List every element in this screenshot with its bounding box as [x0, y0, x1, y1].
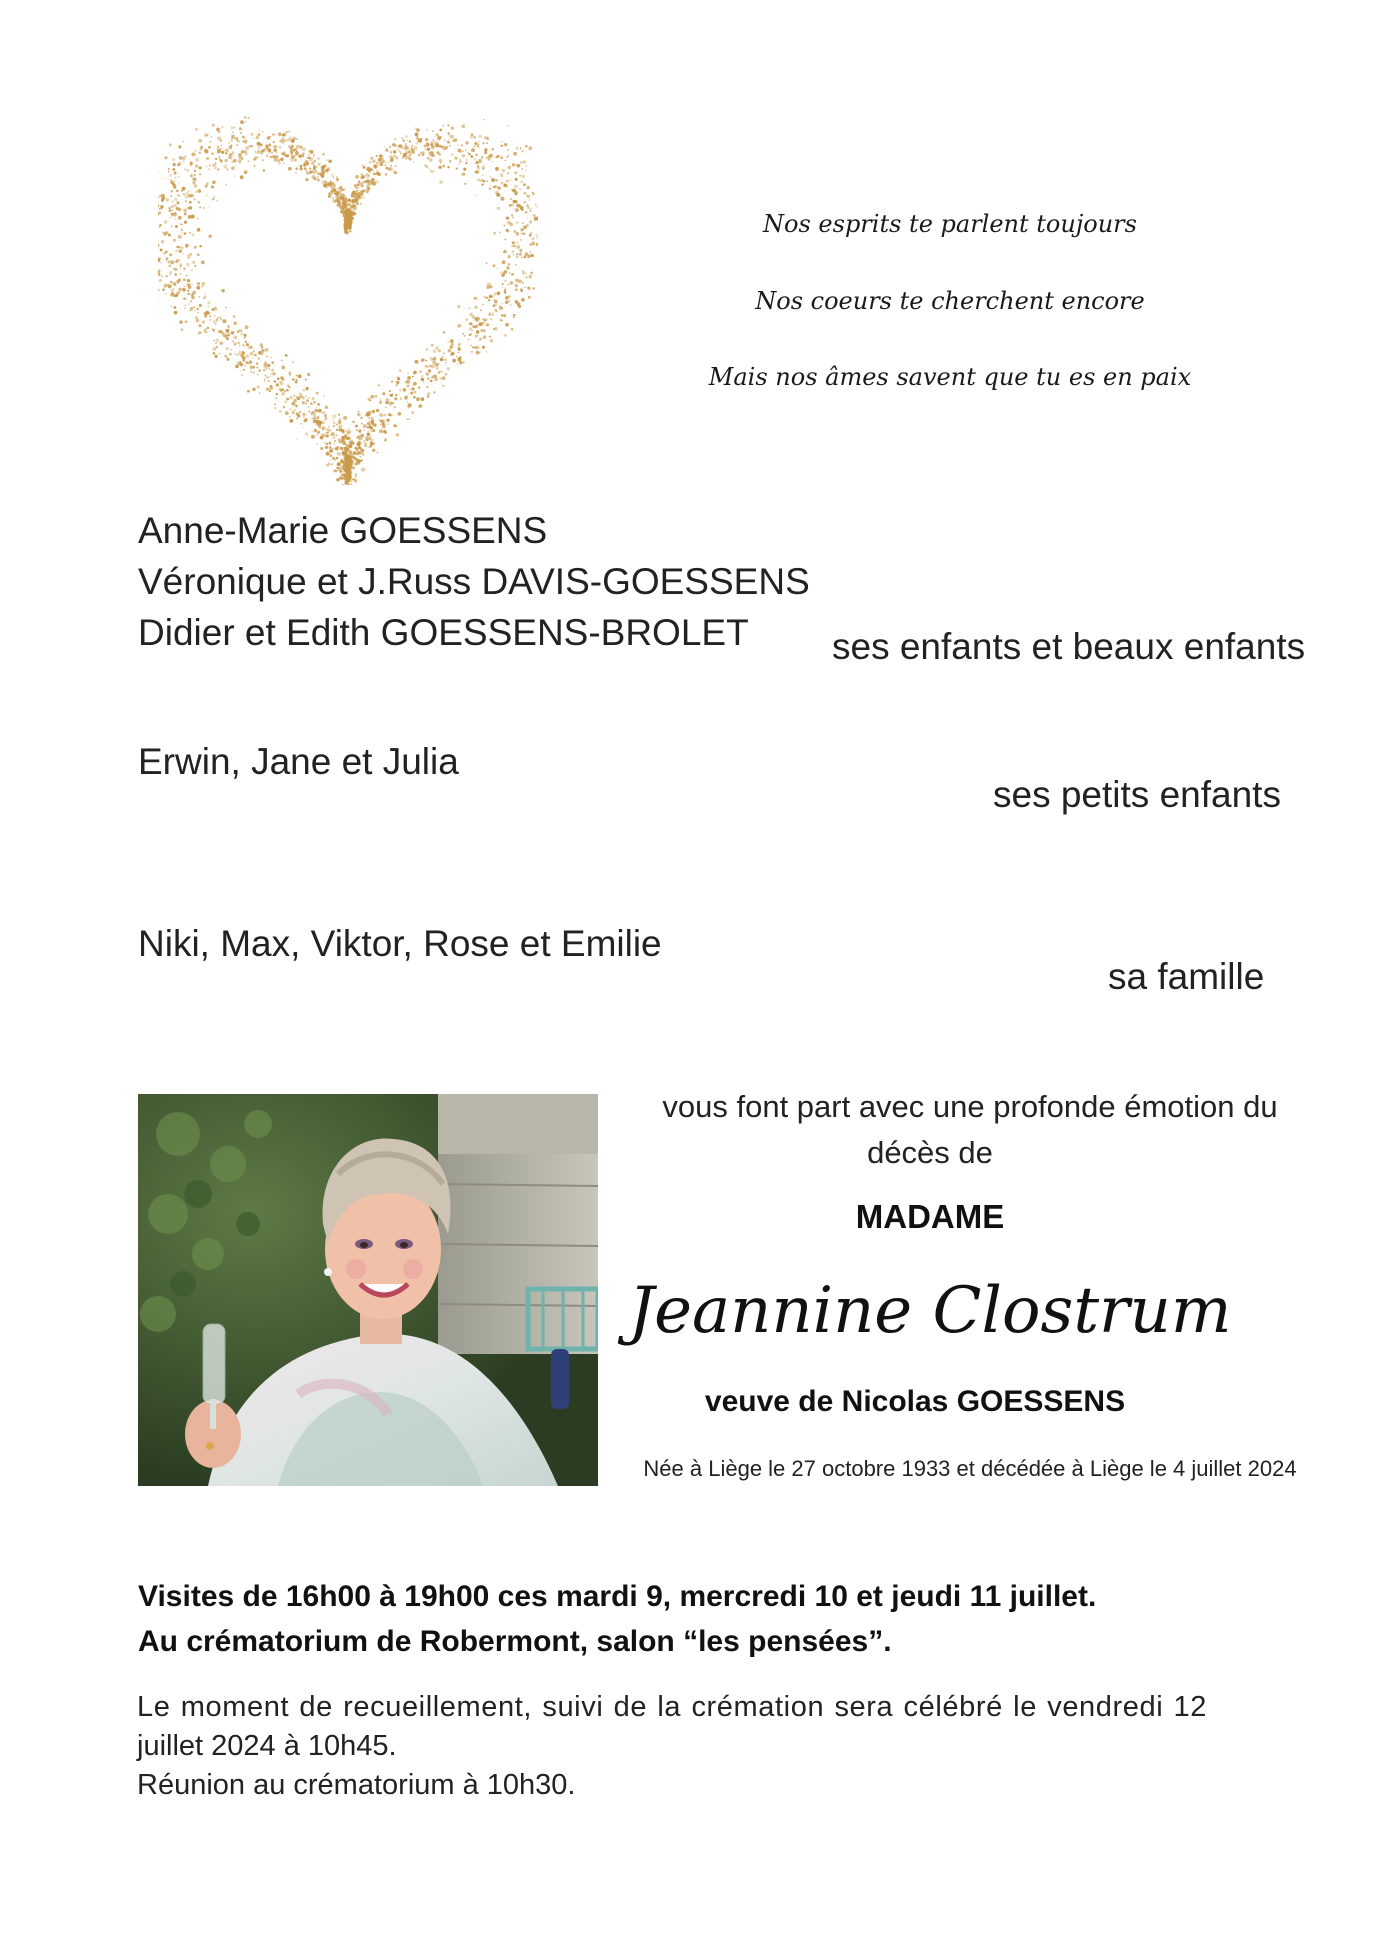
- child-name: Véronique et J.Russ DAVIS-GOESSENS: [138, 561, 810, 602]
- ceremony-line-3: Réunion au crématorium à 10h30.: [137, 1769, 576, 1801]
- deceased-name: Jeannine Clostrum: [628, 1274, 1232, 1348]
- title-madame: MADAME: [855, 1198, 1005, 1235]
- grandchildren-names: Erwin, Jane et Julia: [138, 741, 459, 782]
- visits-line-2: Au crématorium de Robermont, salon “les pensées”.: [138, 1625, 892, 1658]
- ceremony-paragraph: [137, 1688, 1207, 1805]
- poem-line-1: Nos esprits te parlent toujours: [763, 210, 1137, 238]
- family-names: Niki, Max, Viktor, Rose et Emilie: [138, 923, 662, 964]
- birth-death-dates: Née à Liège le 27 octobre 1933 et décédée à Liège le 4 juillet 2024: [643, 1456, 1297, 1481]
- children-relation-label: ses enfants et beaux enfants: [832, 626, 1306, 667]
- poem-line-3: Mais nos âmes savent que tu es en paix: [708, 363, 1192, 391]
- child-name: Didier et Edith GOESSENS-BROLET: [138, 612, 749, 653]
- ceremony-line-2: juillet 2024 à 10h45.: [137, 1730, 397, 1762]
- portrait-photo: [138, 1094, 598, 1486]
- children-list: [138, 505, 810, 658]
- child-name: Anne-Marie GOESSENS: [138, 510, 548, 551]
- widow-of: veuve de Nicolas GOESSENS: [704, 1385, 1126, 1418]
- glitter-heart-icon: [158, 115, 538, 485]
- grandchildren-relation-label: ses petits enfants: [993, 774, 1281, 815]
- announcement-intro-line-2: décès de: [867, 1135, 993, 1170]
- ceremony-line-1: Le moment de recueillement, suivi de la crémation sera célébré le vendredi 12: [137, 1691, 1207, 1723]
- visits-line-1: Visites de 16h00 à 19h00 ces mardi 9, mercredi 10 et jeudi 11 juillet.: [138, 1580, 1097, 1613]
- family-relation-label: sa famille: [1108, 956, 1265, 997]
- announcement-intro-line-1: vous font part avec une profonde émotion du: [662, 1089, 1278, 1124]
- poem-line-2: Nos coeurs te cherchent encore: [755, 287, 1145, 315]
